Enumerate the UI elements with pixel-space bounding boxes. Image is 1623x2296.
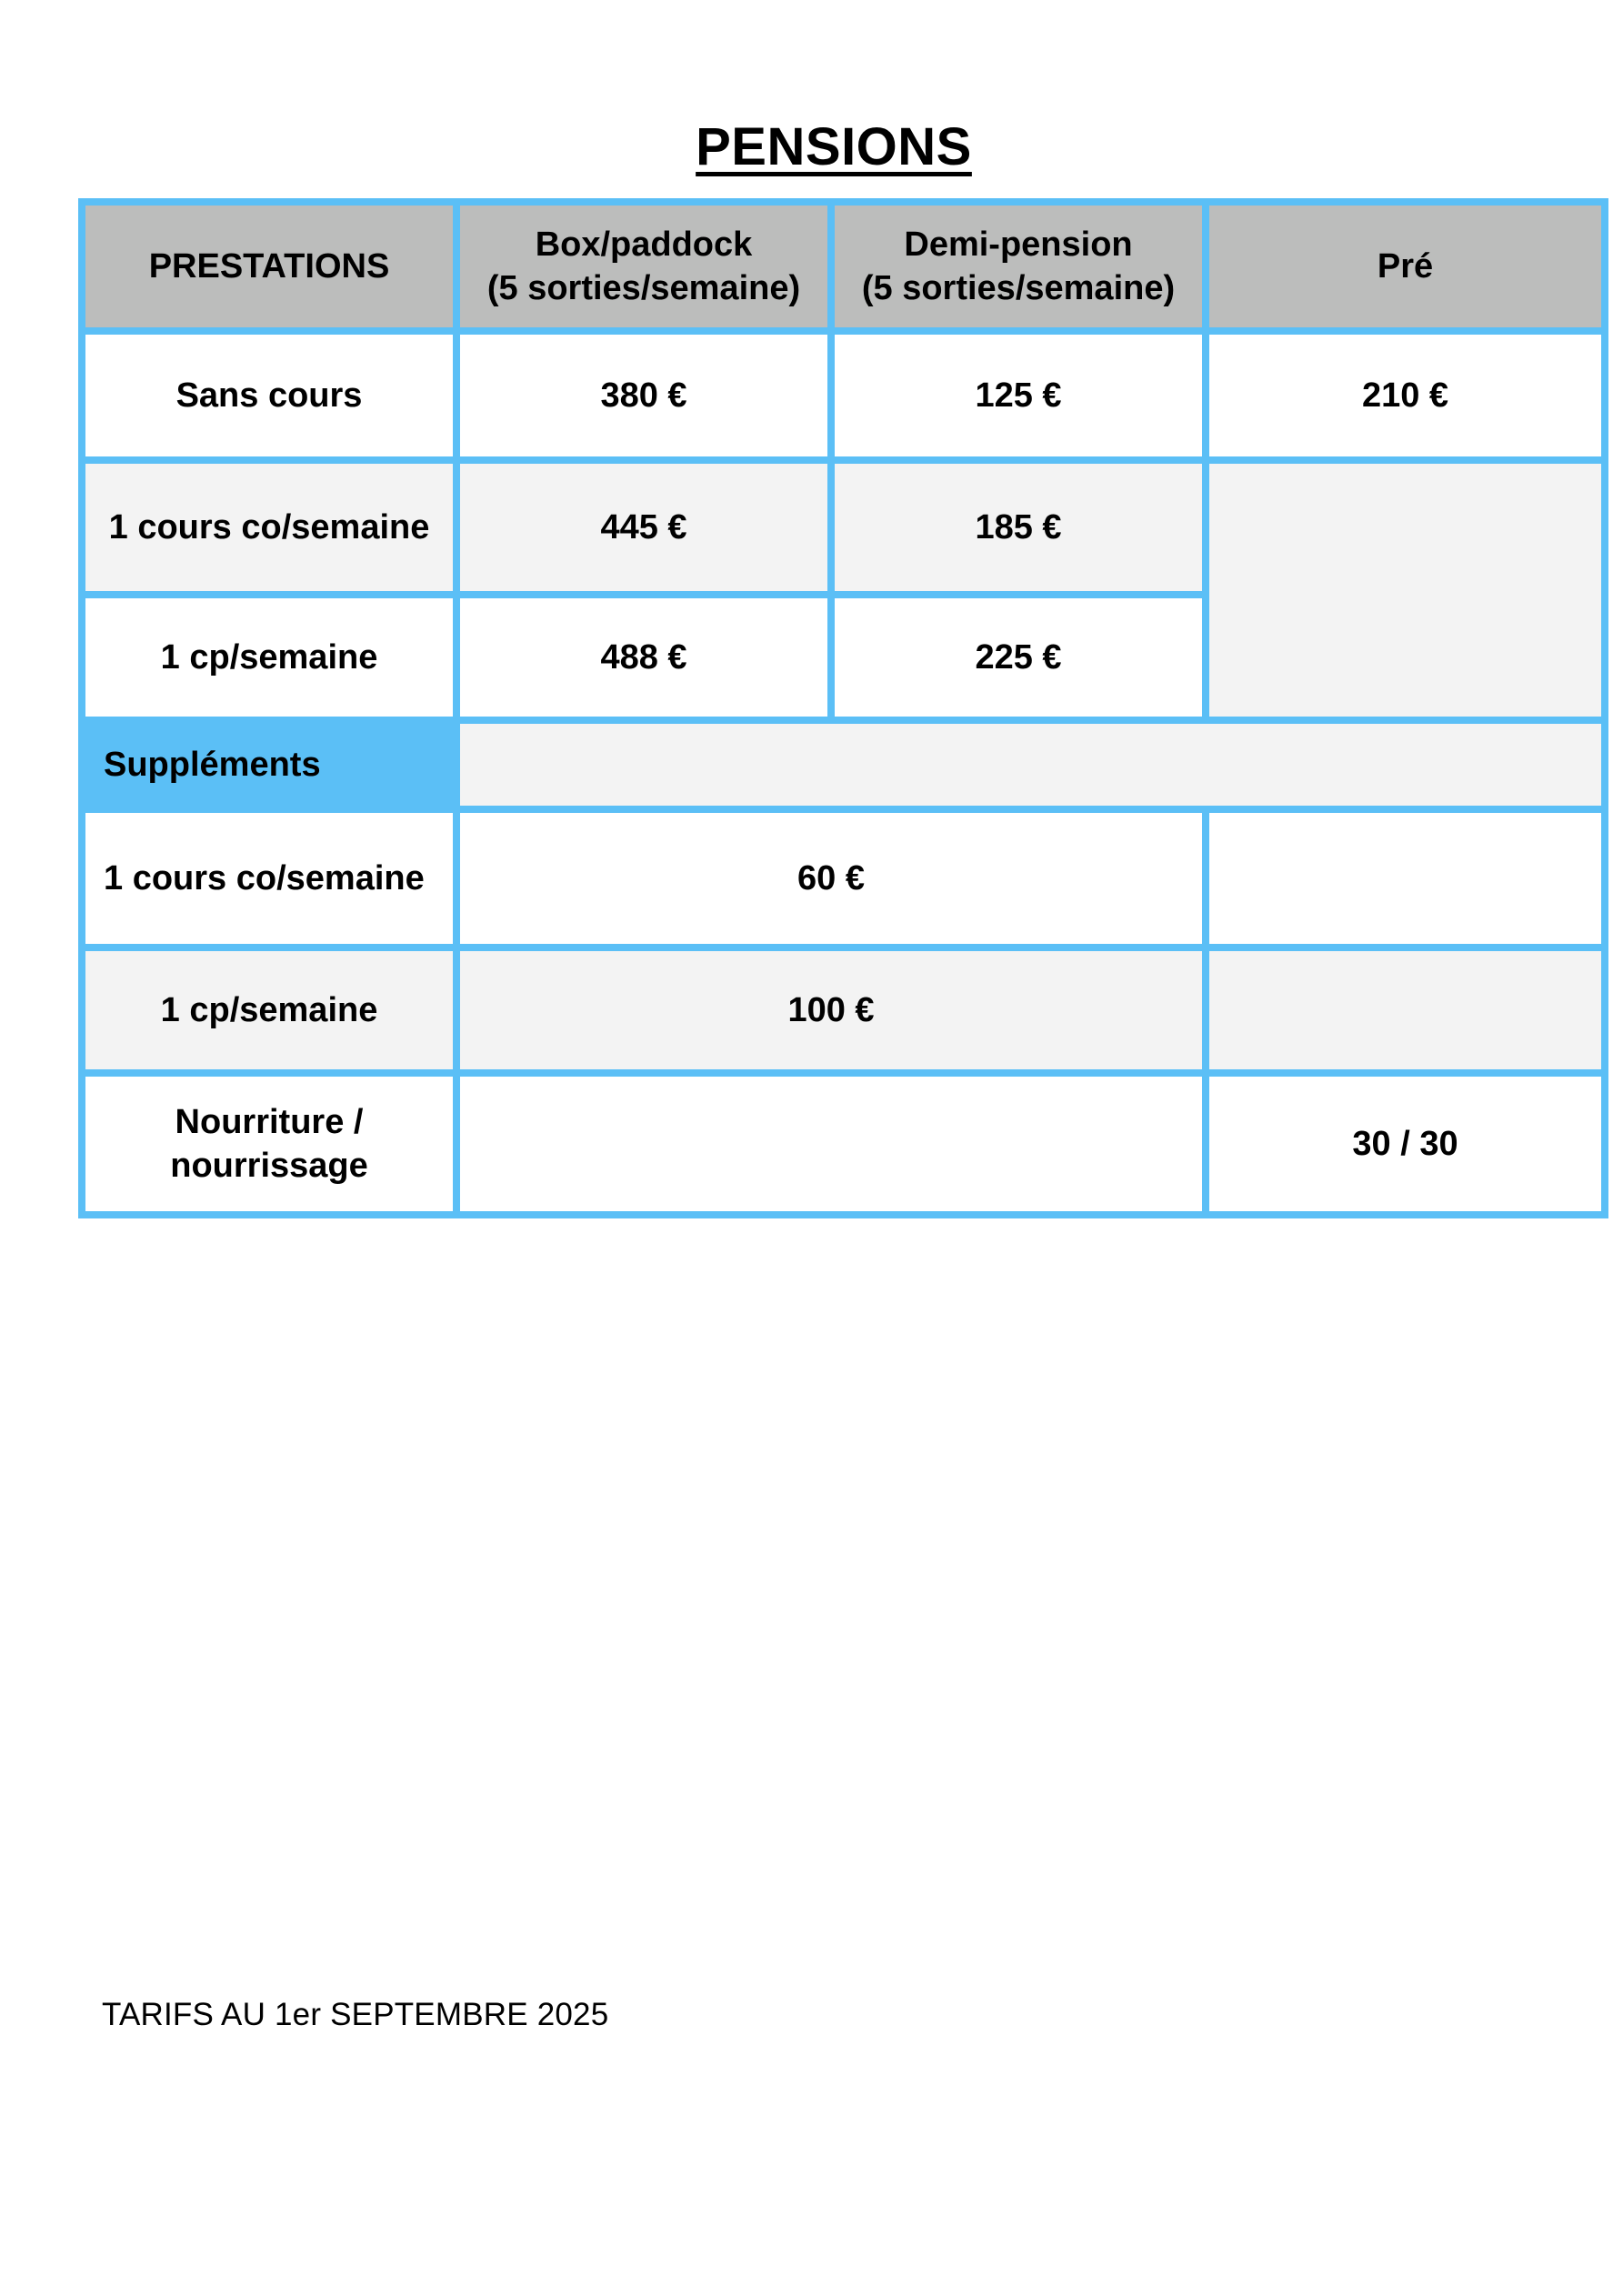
supplement-pre-cours-co [1206, 809, 1605, 947]
header-box-paddock [456, 202, 831, 331]
header-demi-pension-subtitle: (5 sorties/semaine) [861, 269, 1176, 307]
page-title: PENSIONS [696, 117, 972, 176]
price-box-paddock-cours-co: 445 € [456, 460, 831, 595]
supplement-price-nourriture [456, 1073, 1206, 1215]
supplement-pre-cp [1206, 947, 1605, 1073]
header-demi-pension-title: Demi-pension [904, 226, 1133, 264]
table-row [82, 947, 1605, 1073]
price-demi-pension-cp: 225 € [831, 595, 1206, 720]
header-prestations: PRESTATIONS [82, 202, 456, 331]
header-box-paddock-subtitle: (5 sorties/semaine) [486, 269, 801, 307]
supplement-price-cp: 100 € [456, 947, 1206, 1073]
header-box-paddock-title: Box/paddock [535, 226, 753, 264]
row-label-cp: 1 cp/semaine [82, 595, 456, 720]
footer-tarifs-date: TARIFS AU 1er SEPTEMBRE 2025 [102, 1997, 609, 2032]
pricing-table [78, 198, 1608, 1218]
supplements-section-row [82, 720, 1605, 809]
supplements-label: Suppléments [82, 720, 456, 809]
supplement-label-nourriture [82, 1073, 456, 1215]
row-label-cours-co: 1 cours co/semaine [82, 460, 456, 595]
supplement-price-cours-co: 60 € [456, 809, 1206, 947]
price-box-paddock-cp: 488 € [456, 595, 831, 720]
price-pre-sans-cours: 210 € [1206, 331, 1605, 460]
supplement-label-cours-co: 1 cours co/semaine [82, 809, 456, 947]
supplements-spacer-cell [456, 720, 1605, 809]
table-header-row [82, 202, 1605, 331]
table-row [82, 1073, 1605, 1215]
supplement-pre-nourriture: 30 / 30 [1206, 1073, 1605, 1215]
price-demi-pension-cours-co: 185 € [831, 460, 1206, 595]
table-row [82, 331, 1605, 460]
supplement-label-nourriture-line2: nourrissage [170, 1147, 368, 1185]
supplement-label-cp: 1 cp/semaine [82, 947, 456, 1073]
header-demi-pension [831, 202, 1206, 331]
supplement-label-nourriture-line1: Nourriture / [175, 1103, 364, 1141]
row-label-sans-cours: Sans cours [82, 331, 456, 460]
header-pre: Pré [1206, 202, 1605, 331]
price-demi-pension-sans-cours: 125 € [831, 331, 1206, 460]
table-row [82, 460, 1605, 595]
pre-merged-empty-cell [1206, 460, 1605, 720]
table-row [82, 809, 1605, 947]
price-box-paddock-sans-cours: 380 € [456, 331, 831, 460]
